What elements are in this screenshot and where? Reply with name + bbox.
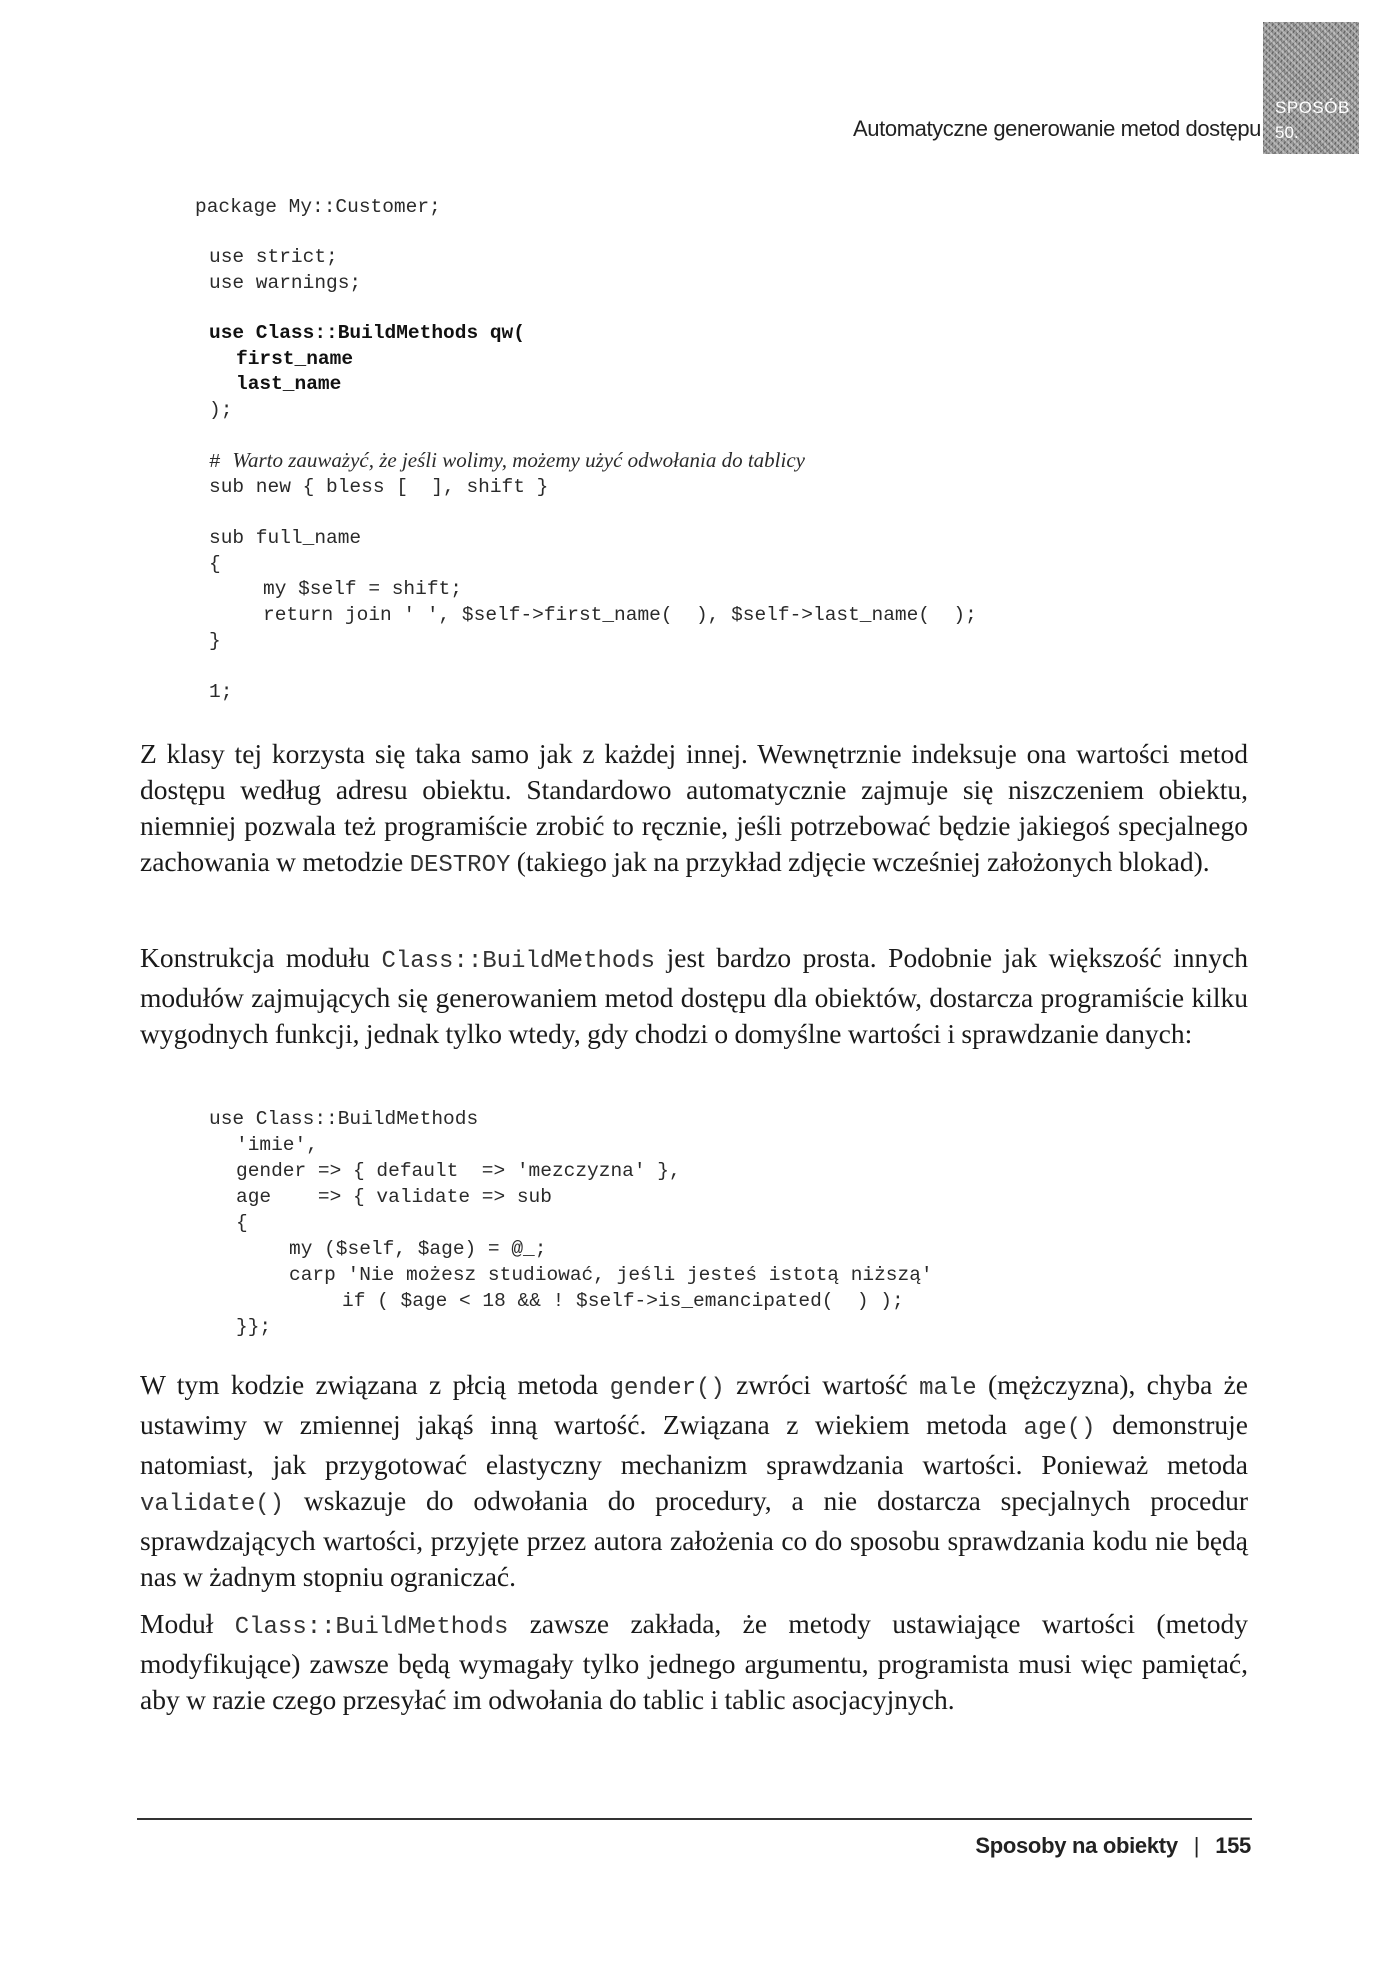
code-line: package My::Customer; (195, 196, 441, 218)
code-line (236, 372, 341, 398)
inline-code: Class::BuildMethods (381, 948, 656, 975)
code-line: use warnings; (209, 272, 362, 294)
paragraph-text: Moduł (140, 1608, 214, 1639)
paragraph-text: (mężczyzna), chyba że ustawimy w zmiennej jakąś inną wartość. Związana z wiekiem metoda (140, 1369, 1249, 1440)
paragraph-text: wskazuje do odwołania do procedury, a nie dostarcza specjalnych procedur sprawdzających wartości, przyjęte przez autora założenia co do sposobu sprawdzania kodu nie będą nas w żadnym stopniu ograniczać. (140, 1485, 1248, 1592)
paragraph-text: Z klasy tej korzysta się taka samo jak z każdej innej. Wewnętrznie indeksuje ona wartości metod dostępu według adresu obiektu. Standardowo automatycznie zajmuje się niszczeniem obiektu, niemniej pozwala też programiście zrobić to ręcznie, jeśli potrzebować będzie jakiegoś specjalnego zachowania w metodzie (140, 738, 1248, 877)
paragraph-text: demonstruje natomiast, jak przygotować elastyczny mechanizm sprawdzania wartości. Ponieważ metoda (140, 1409, 1249, 1480)
code-line: return join ' ', $self->first_name( ), $self->last_name( ); (263, 604, 977, 626)
body-paragraph (140, 940, 1248, 1052)
paragraph-text: Konstrukcja modułu (140, 942, 370, 973)
code-comment: Warto zauważyć, że jeśli wolimy, możemy użyć odwołania do tablicy (232, 448, 805, 472)
body-paragraph (140, 1606, 1248, 1718)
code-bold: use Class::BuildMethods qw( (209, 322, 525, 344)
code-line: age => { validate => sub (236, 1186, 552, 1208)
footer (975, 1833, 1251, 1859)
code-line: { (209, 553, 221, 575)
paragraph-text: W tym kodzie związana z płcią metoda (140, 1369, 599, 1400)
code-line: sub new { bless [ ], shift } (209, 476, 549, 498)
footer-rule (137, 1818, 1252, 1820)
inline-code: DESTROY (409, 852, 511, 879)
paragraph-text: zawsze zakłada, że metody ustawiające wartości (metody modyfikujące) zawsze będą wymagały tylko jednego argumentu, programista musi więc pamiętać, aby w razie czego przesyłać im odwołania do tablic i tablic asocjacyjnych. (140, 1608, 1249, 1715)
code-line (236, 347, 353, 373)
code-line: my $self = shift; (263, 578, 462, 600)
code-line (209, 321, 525, 347)
code-line: ); (209, 399, 233, 421)
body-paragraph (140, 736, 1248, 884)
code-comment-line (209, 448, 805, 476)
code-line: my ($self, $age) = @_; (289, 1238, 547, 1260)
footer-section-title: Sposoby na obiekty (975, 1833, 1178, 1858)
code-line: }}; (236, 1316, 272, 1338)
paragraph-text: jest bardzo prosta. Podobnie jak większość innych modułów zajmujących się generowaniem metod dostępu dla obiektów, dostarcza programiście kilku wygodnych funkcji, jednak tylko wtedy, gdy chodzi o domyślne wartości i sprawdzanie danych: (140, 942, 1248, 1049)
inline-code: validate() (140, 1491, 285, 1518)
code-line: gender => { default => 'mezczyzna' }, (236, 1160, 681, 1182)
paragraph-text: zwróci wartość (736, 1369, 908, 1400)
code-line: sub full_name (209, 527, 362, 549)
code-line: use Class::BuildMethods (209, 1108, 479, 1130)
inline-code: gender() (609, 1375, 725, 1402)
sposob-badge-label: SPOSÓB (1275, 98, 1350, 117)
code-line: carp 'Nie możesz studiować, jeśli jesteś istotą niższą' (289, 1264, 933, 1286)
code-line: 'imie', (236, 1134, 318, 1156)
comment-hash: # (209, 451, 221, 473)
paragraph-text: (takiego jak na przykład zdjęcie wcześniej założonych blokad). (516, 846, 1210, 877)
code-line: } (209, 630, 221, 652)
sposob-badge-number: 50. (1275, 123, 1299, 142)
footer-separator: | (1193, 1833, 1200, 1858)
inline-code: Class::BuildMethods (234, 1614, 509, 1641)
inline-code: age() (1023, 1415, 1096, 1442)
body-paragraph (140, 1367, 1248, 1595)
code-line: { (236, 1212, 248, 1234)
inline-code: male (919, 1375, 977, 1402)
code-line: if ( $age < 18 && ! $self->is_emancipated( ) ); (342, 1290, 904, 1312)
page-number: 155 (1215, 1833, 1251, 1858)
code-bold: last_name (236, 373, 342, 395)
code-bold: first_name (236, 348, 354, 370)
running-header: Automatyczne generowanie metod dostępu (853, 116, 1261, 141)
code-line: use strict; (209, 246, 338, 268)
code-line: 1; (209, 681, 233, 703)
